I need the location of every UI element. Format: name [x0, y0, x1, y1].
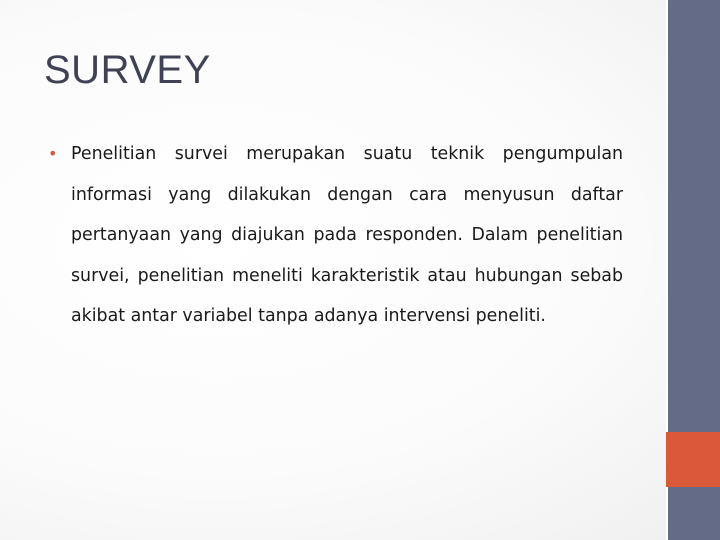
bullet-text: Penelitian survei merupakan suatu teknik pengumpulan informasi yang dilakukan dengan cara menyusun daftar pertanyaan yang diajukan pada responden. Dalam penelitian survei, penelitian meneliti karakteristik atau hubungan sebab akibat antar variabel tanpa adanya intervensi peneliti.: [71, 144, 623, 326]
side-bar: [666, 0, 720, 540]
slide-content: [48, 134, 623, 337]
bullet-icon: •: [48, 144, 58, 163]
bullet-item: [48, 134, 623, 337]
slide-title: SURVEY: [44, 48, 211, 92]
side-bar-accent: [666, 432, 720, 487]
